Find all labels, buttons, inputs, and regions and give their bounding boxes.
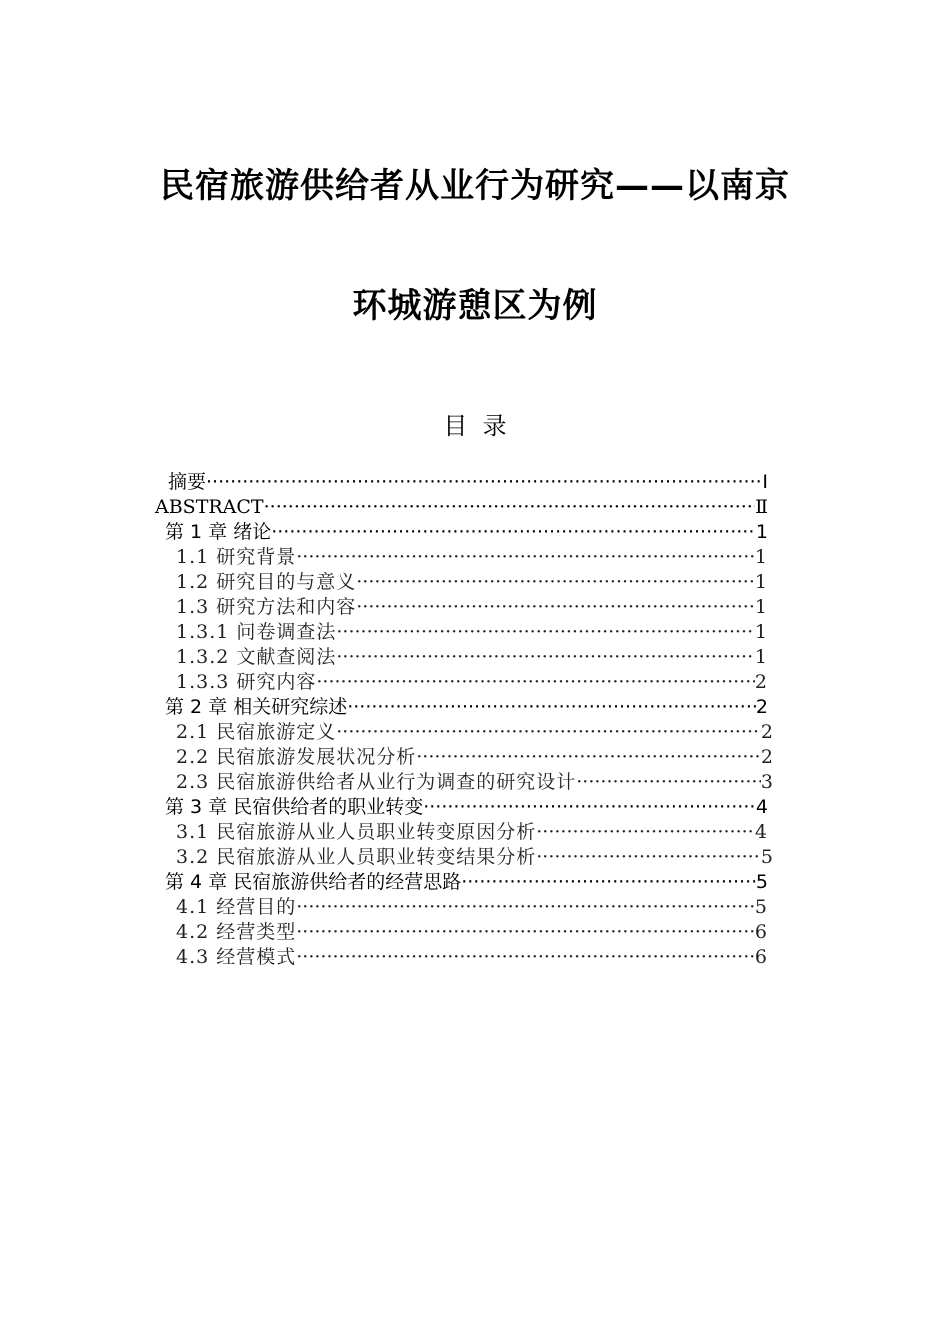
toc-entry-label: 4.2 经营类型	[176, 921, 297, 943]
toc-leader	[296, 945, 755, 969]
toc-entry-3-2[interactable]	[176, 845, 774, 869]
toc-entry-1-3[interactable]	[176, 595, 768, 619]
toc-leader	[356, 570, 755, 594]
toc-leader	[206, 470, 762, 494]
toc-entry-label: 2.2 民宿旅游发展状况分析	[176, 746, 417, 768]
toc-entry-4-3[interactable]	[176, 945, 768, 969]
toc-heading: 目 录	[443, 412, 507, 440]
document-title-line-1: 民宿旅游供给者从业行为研究——以南京	[160, 166, 790, 206]
toc-leader	[416, 745, 761, 769]
toc-entry-label: 2.1 民宿旅游定义	[176, 721, 337, 743]
toc-entry-page: 1	[754, 596, 768, 618]
toc-leader	[423, 795, 756, 819]
toc-entry-4-2[interactable]	[176, 920, 768, 944]
document-title-line-2: 环城游憩区为例	[352, 286, 598, 326]
toc-entry-1-1[interactable]	[176, 545, 768, 569]
toc-leader	[296, 895, 755, 919]
toc-leader	[316, 670, 755, 694]
toc-entry-label: 3.2 民宿旅游从业人员职业转变结果分析	[176, 846, 537, 868]
toc-entry-page: 2	[760, 721, 774, 743]
toc-entry-1-3-3[interactable]	[176, 670, 768, 694]
toc-entry-page: 6	[754, 921, 768, 943]
toc-leader	[576, 770, 761, 794]
toc-entry-abstract-en[interactable]	[155, 495, 768, 519]
toc-entry-2-3[interactable]	[176, 770, 774, 794]
toc-entry-page: 1	[755, 521, 768, 543]
toc-entry-page: 1	[754, 646, 768, 668]
toc-entry-label: 第 1 章 绪论	[165, 521, 272, 543]
toc-entry-page: 4	[754, 821, 768, 843]
toc-entry-page: Ⅰ	[762, 471, 768, 493]
toc-entry-1-3-2[interactable]	[176, 645, 768, 669]
toc-entry-label: 第 4 章 民宿旅游供给者的经营思路	[165, 871, 462, 893]
toc-entry-page: 5	[760, 846, 774, 868]
toc-entry-1-2[interactable]	[176, 570, 768, 594]
toc-leader	[347, 695, 756, 719]
toc-entry-page: 1	[754, 571, 768, 593]
toc-entry-label: ABSTRACT	[155, 496, 264, 518]
toc-entry-page: 1	[754, 546, 768, 568]
toc-leader	[271, 520, 756, 544]
toc-leader	[356, 595, 755, 619]
toc-entry-page: 5	[754, 896, 768, 918]
toc-entry-label: 1.2 研究目的与意义	[176, 571, 357, 593]
toc-entry-page: 2	[760, 746, 774, 768]
toc-entry-1-3-1[interactable]	[176, 620, 768, 644]
toc-entry-4-1[interactable]	[176, 895, 768, 919]
toc-entry-label: 摘要	[168, 471, 207, 493]
toc-entry-page: 6	[754, 946, 768, 968]
toc-entry-page: Ⅱ	[755, 496, 768, 518]
toc-entry-label: 1.3.2 文献查阅法	[176, 646, 337, 668]
toc-entry-chapter-1[interactable]	[165, 520, 768, 544]
toc-entry-label: 1.1 研究背景	[176, 546, 297, 568]
toc-entry-label: 4.1 经营目的	[176, 896, 297, 918]
toc-entry-label: 4.3 经营模式	[176, 946, 297, 968]
toc-entry-label: 1.3.1 问卷调查法	[176, 621, 337, 643]
toc-leader	[461, 870, 756, 894]
toc-entry-abstract-cn[interactable]	[168, 470, 768, 494]
toc-entry-page: 4	[755, 796, 768, 818]
toc-leader	[296, 920, 755, 944]
toc-leader	[336, 620, 755, 644]
toc-entry-page: 1	[754, 621, 768, 643]
toc-leader	[536, 845, 761, 869]
toc-entry-label: 1.3.3 研究内容	[176, 671, 317, 693]
toc-entry-chapter-3[interactable]	[165, 795, 768, 819]
toc-entry-label: 第 2 章 相关研究综述	[165, 696, 348, 718]
toc-entry-label: 3.1 民宿旅游从业人员职业转变原因分析	[176, 821, 537, 843]
toc-entry-3-1[interactable]	[176, 820, 768, 844]
toc-leader	[336, 645, 755, 669]
toc-entry-page: 3	[760, 771, 774, 793]
toc-leader	[296, 545, 755, 569]
toc-entry-2-1[interactable]	[176, 720, 774, 744]
toc-entry-2-2[interactable]	[176, 745, 774, 769]
toc-entry-label: 第 3 章 民宿供给者的职业转变	[165, 796, 424, 818]
toc-entry-chapter-4[interactable]	[165, 870, 768, 894]
toc-entry-label: 2.3 民宿旅游供给者从业行为调查的研究设计	[176, 771, 577, 793]
toc-leader	[336, 720, 761, 744]
toc-entry-page: 2	[755, 696, 768, 718]
toc-entry-label: 1.3 研究方法和内容	[176, 596, 357, 618]
toc-leader	[536, 820, 755, 844]
toc-entry-chapter-2[interactable]	[165, 695, 768, 719]
toc-entry-page: 2	[754, 671, 768, 693]
toc-entry-page: 5	[755, 871, 768, 893]
toc-leader	[264, 495, 755, 519]
